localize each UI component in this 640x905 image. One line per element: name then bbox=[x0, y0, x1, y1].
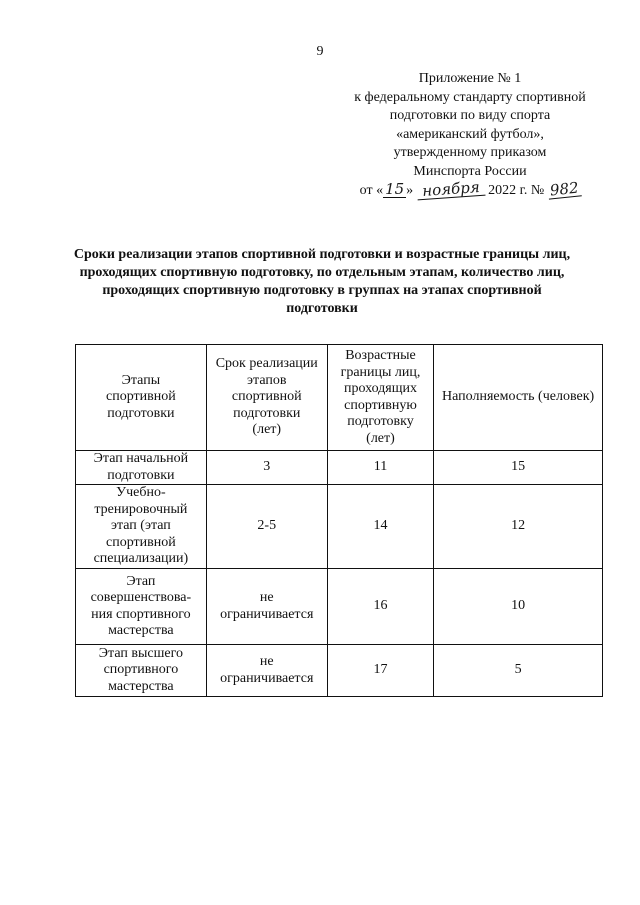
table-row bbox=[76, 451, 603, 485]
cell-stage: Этап высшего спортивного мастерства bbox=[76, 645, 207, 697]
appendix-line: к федеральному стандарту спортивной bbox=[354, 89, 586, 105]
table-header-row bbox=[76, 345, 603, 451]
cell-age: 16 bbox=[327, 569, 433, 645]
handwritten-month: ноября bbox=[416, 179, 485, 201]
column-header-duration: Срок реализации этапов спортивной подготовки (лет) bbox=[206, 345, 327, 451]
cell-duration: 3 bbox=[206, 451, 327, 485]
cell-stage: Этап совершенствова- ния спортивного мастерства bbox=[76, 569, 207, 645]
appendix-line: подготовки по виду спорта bbox=[389, 108, 551, 123]
title-line: подготовки bbox=[286, 301, 358, 316]
handwritten-day: 15 bbox=[385, 180, 405, 198]
cell-age: 17 bbox=[327, 645, 433, 697]
cell-duration: не ограничивается bbox=[206, 569, 327, 645]
appendix-header bbox=[330, 70, 610, 201]
title-line: проходящих спортивную подготовку, по отдельным этапам, количество лиц, bbox=[79, 265, 565, 280]
cell-group-size: 15 bbox=[434, 451, 603, 485]
table-row bbox=[76, 569, 603, 645]
date-prefix: от « bbox=[359, 183, 384, 198]
cell-age: 14 bbox=[327, 485, 433, 569]
order-date-line bbox=[330, 178, 610, 201]
cell-duration: не ограничивается bbox=[206, 645, 327, 697]
appendix-line: «американский футбол», bbox=[396, 126, 544, 142]
stages-table bbox=[75, 344, 603, 697]
year-text: 2022 г. № bbox=[488, 183, 545, 198]
cell-duration: 2-5 bbox=[206, 485, 327, 569]
handwritten-order-number: 982 bbox=[548, 178, 580, 200]
page-number: 9 bbox=[316, 44, 324, 59]
date-mid: » bbox=[406, 183, 414, 198]
cell-group-size: 5 bbox=[434, 645, 603, 697]
column-header-age: Возрастные границы лиц, проходящих спортивную подготовку (лет) bbox=[327, 345, 433, 451]
title-line: Сроки реализации этапов спортивной подготовки и возрастные границы лиц, bbox=[73, 247, 571, 262]
column-header-stages: Этапы спортивной подготовки bbox=[76, 345, 207, 451]
appendix-line: Приложение № 1 bbox=[418, 71, 522, 86]
cell-group-size: 10 bbox=[434, 569, 603, 645]
appendix-line: утвержденному приказом bbox=[393, 145, 547, 160]
appendix-line: Минспорта России bbox=[413, 163, 527, 179]
column-header-group-size: Наполняемость (человек) bbox=[434, 345, 603, 451]
document-title bbox=[62, 246, 582, 318]
title-line: проходящих спортивную подготовку в группах на этапах спортивной bbox=[102, 283, 542, 298]
cell-group-size: 12 bbox=[434, 485, 603, 569]
cell-stage: Учебно- тренировочный этап (этап спортивной специализации) bbox=[76, 485, 207, 569]
cell-age: 11 bbox=[327, 451, 433, 485]
cell-stage: Этап начальной подготовки bbox=[76, 451, 207, 485]
table-row bbox=[76, 645, 603, 697]
table-row bbox=[76, 485, 603, 569]
